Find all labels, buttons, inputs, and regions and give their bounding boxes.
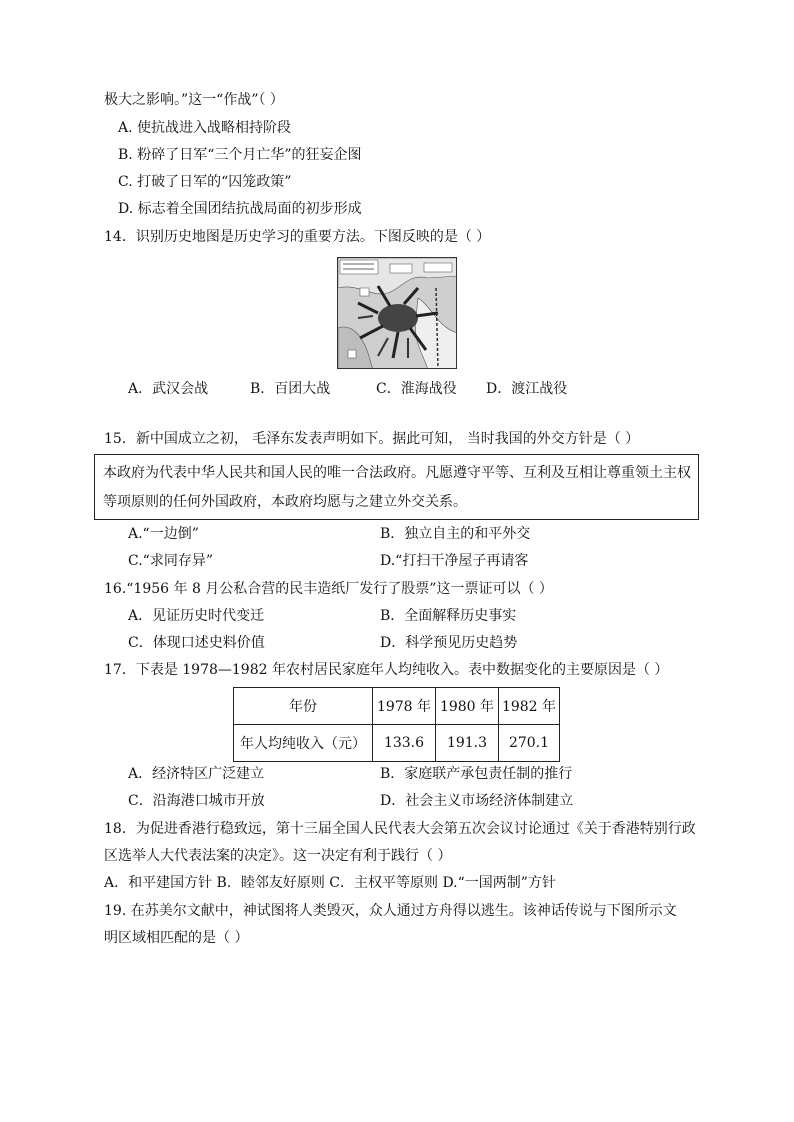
table-header-cell: 年份: [234, 688, 373, 725]
q14-option-d: D．渡江战役: [486, 381, 568, 397]
table-header-cell: 1978 年: [373, 688, 436, 725]
table-cell: 133.6: [373, 725, 436, 762]
q15-quote-line-1: 本政府为代表中华人民共和国人民的唯一合法政府。凡愿遵守平等、互利及互相让尊重领土主权: [103, 465, 691, 481]
q15-option-c: C.“求同存异”: [128, 553, 213, 569]
table-header-cell: 1982 年: [499, 688, 560, 725]
q15-option-b: B．独立自主的和平外交: [380, 526, 531, 542]
q13-option-a: A. 使抗战进入战略相持阶段: [118, 120, 292, 136]
q16-option-b: B．全面解释历史事实: [380, 608, 517, 624]
q14-stem: 14．识别历史地图是历史学习的重要方法。下图反映的是（ ）: [104, 229, 491, 245]
q15-quote-box: [94, 454, 699, 520]
q18-stem-line-1: 18．为促进香港行稳致远，第十三届全国人民代表大会第五次会议讨论通过《关于香港特别行政: [104, 821, 696, 837]
q14-option-b: B．百团大战: [250, 381, 331, 397]
q17-stem: 17．下表是 1978—1982 年农村居民家庭年人均纯收入。表中数据变化的主要原因是（ ）: [104, 662, 669, 678]
q13-stem-tail: 极大之影响。”这一“作战”（ ）: [104, 92, 284, 108]
table-cell: 年人均纯收入（元）: [234, 725, 373, 762]
q15-stem: 15．新中国成立之初， 毛泽东发表声明如下。据此可知， 当时我国的外交方针是（ ）: [104, 431, 640, 447]
q19-stem-line-2: 明区域相匹配的是（ ）: [104, 930, 249, 946]
q17-option-c: C．沿海港口城市开放: [128, 793, 265, 809]
q13-option-b: B. 粉碎了日军“三个月亡华”的狂妄企图: [118, 147, 362, 163]
q18-options: A．和平建国方针 B．睦邻友好原则 C．主权平等原则 D.“一国两制”方针: [104, 875, 556, 891]
q17-option-b: B．家庭联产承包责任制的推行: [380, 766, 573, 782]
q16-option-a: A．见证历史时代变迁: [128, 608, 265, 624]
q13-option-c: C. 打破了日军的“囚笼政策”: [118, 174, 292, 190]
q18-stem-line-2: 区选举人大代表法案的决定》。这一决定有利于践行（ ）: [104, 848, 452, 864]
historical-map-figure: [337, 257, 457, 369]
income-table-data-row: [234, 725, 560, 762]
q16-stem: 16.“1956 年 8 月公私合营的民丰造纸厂发行了股票”这一票证可以（ ）: [104, 581, 553, 597]
q14-option-a: A．武汉会战: [128, 381, 209, 397]
q17-option-a: A．经济特区广泛建立: [128, 766, 265, 782]
table-cell: 191.3: [436, 725, 499, 762]
q13-option-d: D. 标志着全国团结抗战局面的初步形成: [118, 201, 362, 217]
table-cell: 270.1: [499, 725, 560, 762]
q19-stem-line-1: 19. 在苏美尔文献中，神试图将人类毁灭，众人通过方舟得以逃生。该神话传说与下图所示文: [104, 903, 677, 919]
income-table: [233, 687, 560, 762]
map-illustration: [338, 258, 457, 369]
table-header-cell: 1980 年: [436, 688, 499, 725]
income-table-header-row: [234, 688, 560, 725]
q15-option-d: D.“打扫干净屋子再请客: [380, 553, 529, 569]
q16-option-d: D．科学预见历史趋势: [380, 635, 518, 651]
q15-option-a: A.“一边倒”: [128, 526, 199, 542]
q14-option-c: C．淮海战役: [376, 381, 457, 397]
q16-option-c: C．体现口述史料价值: [128, 635, 265, 651]
q15-quote-line-2: 等项原则的任何外国政府，本政府均愿与之建立外交关系。: [103, 494, 467, 510]
q17-option-d: D．社会主义市场经济体制建立: [380, 793, 574, 809]
